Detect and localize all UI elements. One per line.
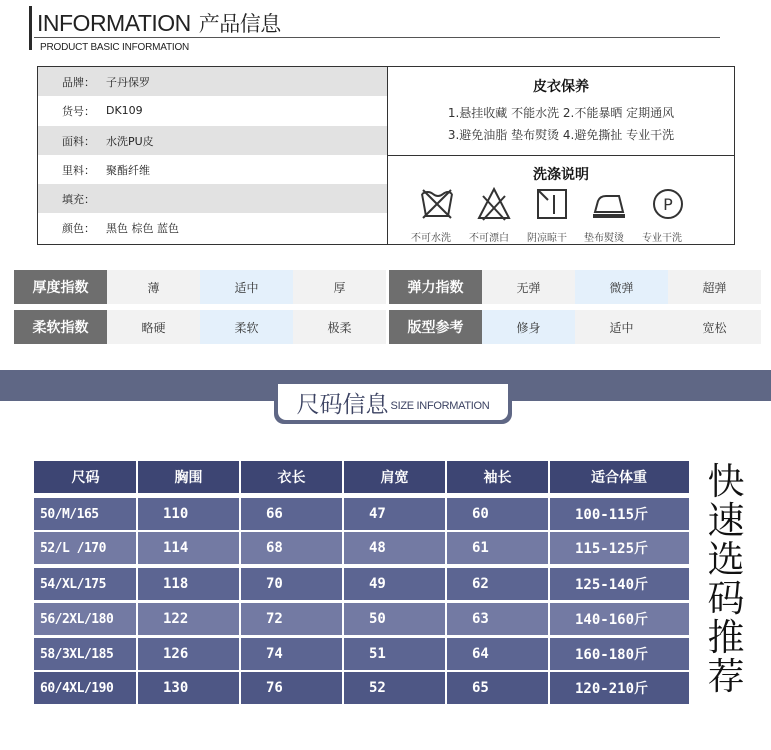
care-title: 皮衣保养 [533, 79, 589, 95]
cell-chest: 122 [163, 611, 189, 627]
cell-chest: 126 [163, 646, 189, 662]
cell-chest: 118 [163, 576, 189, 592]
thickness-index-label: 厚度指数 [14, 270, 107, 304]
info-row-color [38, 213, 387, 242]
cell-weight: 100-115斤 [575, 507, 649, 523]
softness-option-soft: 柔软 [200, 310, 293, 344]
info-row-lining [38, 155, 387, 184]
product-info-box [37, 66, 735, 245]
fit-option-regular: 适中 [575, 310, 668, 344]
header-weight: 适合体重 [591, 470, 647, 486]
index-row-1 [14, 270, 761, 304]
info-label: 面料： [62, 134, 95, 148]
cell-sleeve: 63 [472, 611, 489, 627]
side-char: 推 [707, 616, 745, 659]
cell-shoulder: 51 [369, 646, 386, 662]
cell-length: 76 [266, 680, 283, 696]
elasticity-option-none: 无弹 [482, 270, 575, 304]
wash-label-shade-dry: 阴凉晾干 [527, 233, 567, 244]
info-label: 品牌： [62, 75, 95, 89]
cell-chest: 114 [163, 540, 189, 556]
size-banner-tab [274, 384, 512, 424]
cell-weight: 140-160斤 [575, 612, 649, 628]
size-title-en: SIZE INFORMATION [390, 400, 490, 412]
cell-chest: 110 [163, 506, 189, 522]
cell-shoulder: 52 [369, 680, 386, 696]
fit-option-loose: 宽松 [668, 310, 761, 344]
elasticity-option-slight: 微弹 [575, 270, 668, 304]
cell-size: 54/XL/175 [40, 576, 106, 592]
iron-cloth-icon [591, 186, 627, 222]
header-accent-bar [29, 6, 32, 50]
cell-sleeve: 62 [472, 576, 489, 592]
thickness-option-medium: 适中 [200, 270, 293, 304]
info-row-filling [38, 184, 387, 213]
elasticity-index-label: 弹力指数 [389, 270, 482, 304]
column-separator [342, 461, 344, 704]
wash-label-no-bleach: 不可漂白 [469, 233, 509, 244]
info-value: DK109 [106, 104, 143, 117]
softness-index-label: 柔软指数 [14, 310, 107, 344]
table-row [34, 568, 689, 600]
wash-label-no-wash: 不可水洗 [411, 233, 451, 244]
svg-text:P: P [663, 195, 673, 214]
table-row [34, 638, 689, 670]
cell-length: 66 [266, 506, 283, 522]
washing-title: 洗涤说明 [533, 167, 589, 183]
thickness-option-thick: 厚 [293, 270, 386, 304]
fit-option-slim: 修身 [482, 310, 575, 344]
info-row-fabric [38, 126, 387, 155]
info-value: 水洗PU皮 [106, 134, 154, 148]
quick-size-recommend [703, 462, 749, 696]
softness-option-hard: 略硬 [107, 310, 200, 344]
info-row-brand [38, 67, 387, 96]
cell-size: 50/M/165 [40, 506, 99, 522]
dry-clean-icon [650, 186, 686, 222]
table-row [34, 498, 689, 530]
no-bleach-icon [476, 186, 512, 222]
cell-length: 70 [266, 576, 283, 592]
table-row [34, 672, 689, 704]
info-label: 颜色： [62, 221, 95, 235]
care-panel [388, 67, 734, 244]
cell-sleeve: 65 [472, 680, 489, 696]
index-row-2 [14, 310, 761, 344]
care-line-1: 1.悬挂收藏 不能水洗 2.不能暴晒 定期通风 [447, 106, 675, 120]
care-separator [388, 155, 734, 156]
cell-weight: 120-210斤 [575, 681, 649, 697]
info-value: 聚酯纤维 [106, 163, 150, 177]
wash-label-iron: 垫布熨烫 [584, 233, 624, 244]
cell-sleeve: 64 [472, 646, 489, 662]
side-char: 快 [707, 460, 745, 503]
cell-length: 72 [266, 611, 283, 627]
cell-length: 68 [266, 540, 283, 556]
cell-weight: 115-125斤 [575, 541, 649, 557]
size-table-header [34, 461, 689, 493]
cell-chest: 130 [163, 680, 189, 696]
no-wash-icon [419, 186, 455, 222]
info-label: 里料： [62, 163, 95, 177]
basic-info-list [38, 67, 387, 244]
elasticity-option-super: 超弹 [668, 270, 761, 304]
cell-shoulder: 49 [369, 576, 386, 592]
care-line-2: 3.避免油脂 垫布熨烫 4.避免撕扯 专业干洗 [447, 128, 675, 142]
info-label: 货号： [62, 104, 95, 118]
cell-size: 58/3XL/185 [40, 646, 114, 662]
cell-sleeve: 60 [472, 506, 489, 522]
side-char: 速 [707, 499, 745, 542]
cell-weight: 125-140斤 [575, 577, 649, 593]
column-separator [239, 461, 241, 704]
table-row [34, 603, 689, 635]
softness-option-very-soft: 极柔 [293, 310, 386, 344]
header-size: 尺码 [71, 470, 100, 486]
info-row-sku [38, 96, 387, 125]
cell-length: 74 [266, 646, 283, 662]
info-value: 黑色 棕色 蓝色 [106, 221, 179, 235]
cell-weight: 160-180斤 [575, 647, 649, 663]
cell-size: 60/4XL/190 [40, 680, 114, 696]
page-title-cn: 产品信息 [198, 12, 281, 36]
wash-label-dry-clean: 专业干洗 [642, 233, 682, 244]
header-length: 衣长 [277, 470, 306, 486]
cell-size: 56/2XL/180 [40, 611, 114, 627]
cell-shoulder: 47 [369, 506, 386, 522]
size-title-cn: 尺码信息 [296, 391, 389, 418]
fit-index-label: 版型参考 [389, 310, 482, 344]
column-separator [445, 461, 447, 704]
cell-sleeve: 61 [472, 540, 489, 556]
cell-size: 52/L /170 [40, 540, 106, 556]
size-section-title [278, 384, 508, 420]
header-chest: 胸围 [174, 470, 203, 486]
info-value: 子丹保罗 [106, 75, 150, 89]
cell-shoulder: 48 [369, 540, 386, 556]
page-title-en: INFORMATION [37, 10, 191, 36]
page-subtitle: PRODUCT BASIC INFORMATION [40, 42, 190, 53]
column-separator [136, 461, 138, 704]
shade-dry-icon [534, 186, 570, 222]
column-separator [548, 461, 550, 704]
header-rule [34, 37, 720, 38]
info-label: 填充： [62, 192, 95, 206]
thickness-option-thin: 薄 [107, 270, 200, 304]
side-char: 码 [707, 577, 745, 620]
header-shoulder: 肩宽 [380, 470, 409, 486]
cell-shoulder: 50 [369, 611, 386, 627]
side-char: 选 [707, 538, 745, 581]
header-sleeve: 袖长 [483, 470, 512, 486]
page-title [37, 8, 281, 38]
table-row [34, 532, 689, 564]
side-char: 荐 [707, 655, 745, 698]
